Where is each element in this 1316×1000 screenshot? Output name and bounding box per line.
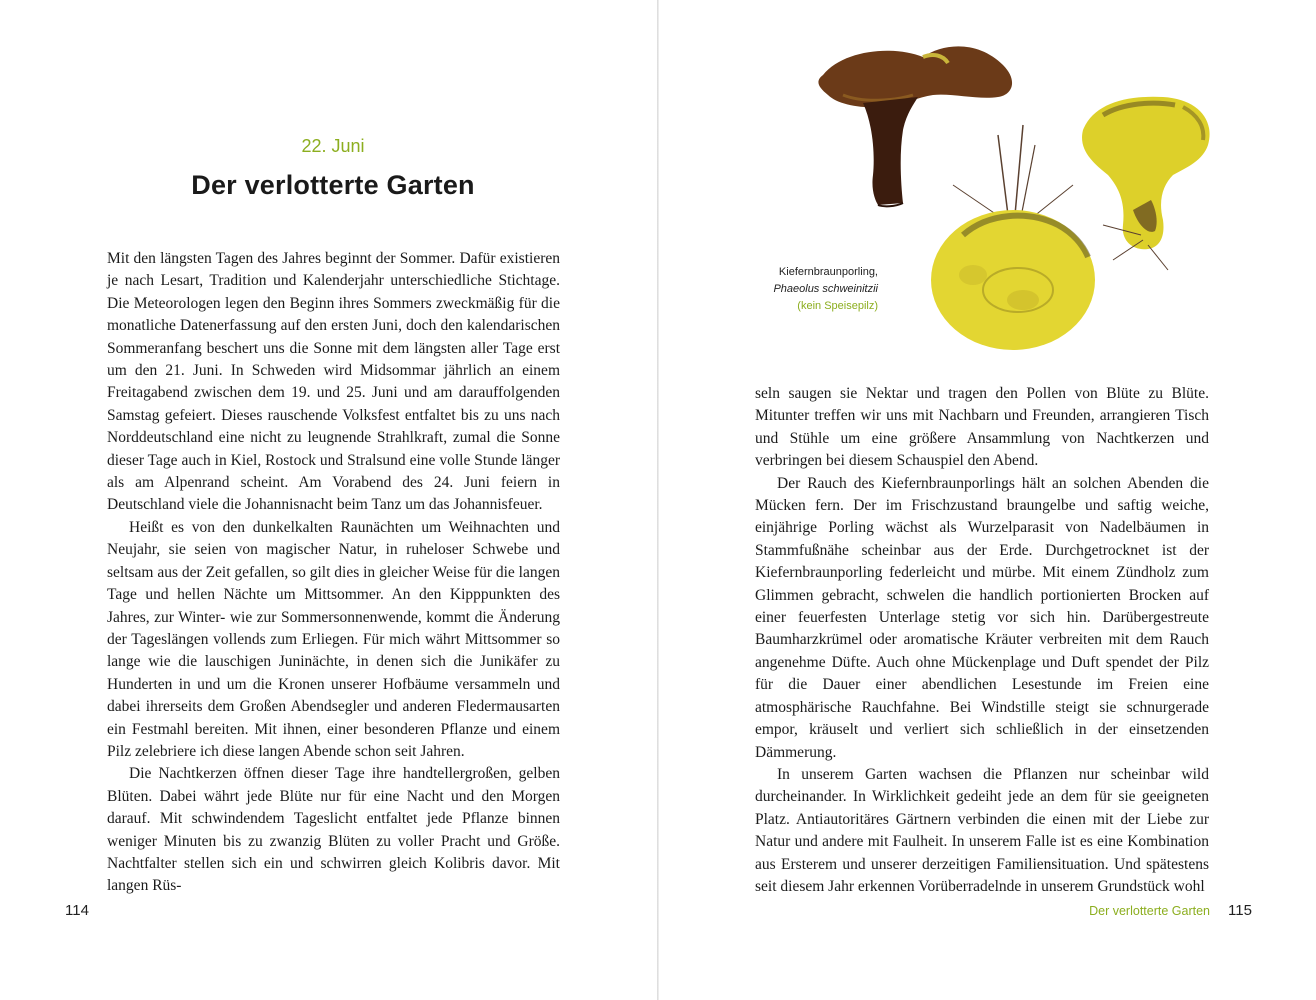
right-body-text (755, 383, 1209, 898)
paragraph: Heißt es von den dunkelkalten Raunächten um Weihnachten und Neujahr, sie seien von magischer Natur, in ruheloser Schwebe und seltsam aus der Zeit gefallen, so gilt dies in gleicher Weise für die langen Tage und hellen Nächte um Mittsommer. An den Kipppunkten des Jahres, zur Winter- wie zur Sommersonnenwende, kommt die Änderung der Tageslängen vollends zum Erliegen. Für mich währt Mittsommer so lange wie die lauschigen Juninächte, in denen sich die Junikäfer zu Hunderten in und um die Kronen unserer Hofbäume versammeln und dabei ihrerseits dem Großen Abendsegler und anderen Fledermausarten ein Festmahl bereiten. Mit ihnen, einer besonderen Pflanze und einem Pilz zelebriere ich diese langen Abende schon seit Jahren. (107, 518, 560, 760)
right-page (658, 0, 1316, 1000)
chapter-title: Der verlotterte Garten (191, 170, 475, 200)
yellow-mushroom-icon (931, 125, 1095, 350)
paragraph: Die Nachtkerzen öffnen dieser Tage ihre handtellergroßen, gelben Blüten. Dabei währt jede Blüte nur für eine Nacht und den Morgen darauf. Mit schwindendem Tageslicht entfaltet jede Pflanze binnen weniger Minuten bis zu zwanzig Blüten zu voller Pracht und Größe. Nachtfalter stellen sich ein und schwirren gleich Kolibris davor. Mit langen Rüs- (107, 765, 560, 895)
left-body-text (107, 248, 560, 898)
paragraph: seln saugen sie Nektar und tragen den Pollen von Blüte zu Blüte. Mitunter treffen wir uns mit Nachbarn und Freunden, arrangieren Tisch und Stühle um eine größere Ansammlung von Nachtkerzen und verbringen bei diesem Schauspiel den Abend. (755, 385, 1209, 470)
caption-name: Kiefernbraunporling, (778, 266, 878, 278)
page-number: 115 (1228, 902, 1252, 919)
page-number: 114 (65, 902, 89, 919)
caption-note: (kein Speisepilz) (797, 300, 878, 312)
running-head: Der verlotterte Garten (1089, 904, 1210, 918)
paragraph: Der Rauch des Kiefernbraunporlings hält an solchen Abenden die Mücken fern. Der im Frischzustand braungelbe und saftig weiche, einjährige Porling wächst als Wurzelparasit von Nadelbäumen in Stammfußnähe scheinbar aus der Erde. Durchgetrocknet ist der Kiefernbraunporling federleicht und mürbe. Mit einem Zündholz zum Glimmen gebracht, schwelen die handlich portionierten Brocken auf einer feuerfesten Unterlage stetig vor sich hin. Darübergestreute Baumharzkrümel oder aromatische Kräuter verbreiten mit dem Rauch angenehme Düfte. Auch ohne Mückenplage und Duft spendet der Pilz für die Dauer einer abendlichen Lesestunde im Freien eine atmosphärische Rauchfahne. Bei Windstille steigt sie schnurgerade empor, kräuselt und verliert sich schließlich in der einsetzenden Dämmerung. (755, 474, 1209, 761)
bracket-mushroom-icon (1082, 97, 1210, 270)
figure-caption (748, 264, 878, 315)
chapter-date: 22. Juni (301, 136, 365, 156)
paragraph: Mit den längsten Tagen des Jahres beginnt der Sommer. Dafür existieren je nach Lesart, Tradition und Kalenderjahr unterschiedliche Stichtage. Die Meteorologen legen den Beginn ihres Sommers zweckmäßig für die monatliche Datenerfassung auf den ersten Juni, doch den kalendarischen Sommeranfang beschert uns die Sonne mit dem längsten aller Tage erst um den 21. Juni. In Schweden wird Midsommar jährlich an einem Freitagabend zwischen dem 19. und 25. Juni und am darauffolgenden Samstag gefeiert. Dieses rauschende Volksfest entfaltet bis zu uns nach Norddeutschland eine nicht zu leugnende Strahlkraft, zumal die Sonne dieser Tage auch in Kiel, Rostock und Stralsund eine volle Stunde länger als am Alpenrand scheint. Am Vorabend des 24. Juni feiern in Deutschland viele die Johannisnacht beim Tanz um das Johannisfeuer. (107, 250, 560, 514)
brown-mushroom-icon (818, 46, 1012, 206)
paragraph: In unserem Garten wachsen die Pflanzen nur scheinbar wild durcheinander. In Wirklichkeit gedeiht jede an dem für sie geeigneten Platz. Antiautoritäres Gärtnern verbinden die einen mit der Liebe zur Natur und andere mit Faulheit. In unserem Falle ist es eine Kombination aus Ersterem und unserer derzeitigen Familiensituation. Und spätestens seit diesem Jahr erkennen Vorüberradelnde in unserem Grundstück wohl (755, 765, 1209, 895)
caption-scientific-name: Phaeolus schweinitzii (773, 283, 878, 295)
